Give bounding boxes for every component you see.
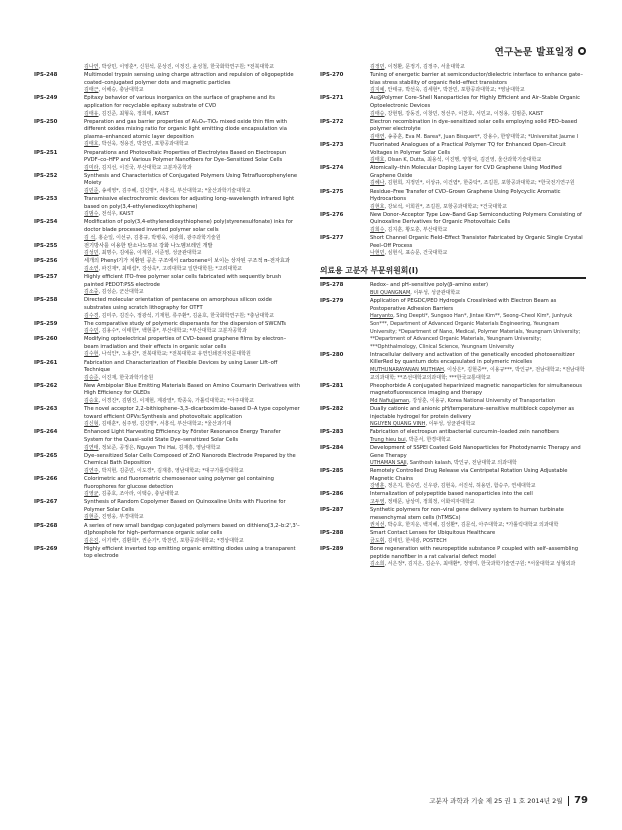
abstract-entry (320, 352, 586, 382)
entry-authors (84, 211, 300, 219)
abstract-entry (320, 72, 586, 95)
entry-title: Short Channel Organic Field–Effect Transistor Fabricated by Organic Single Crystal Peel–Off Process (370, 235, 583, 249)
entry-title: Bone regeneration with neuropeptide substance P coupled with self–assembling peptide nanofiber in a rat calvarial defect model (370, 546, 579, 560)
entry-title: Synthesis of Random Copolymer Based on Quinoxaline Units with Fluorine for Polymer Solar Cells (84, 499, 286, 513)
presenting-author: 김승준 (84, 374, 99, 381)
abstract-entry (320, 235, 586, 258)
entry-authors (84, 468, 300, 476)
coauthors-affiliation: , 이두성, 성균관대학교 (425, 421, 476, 428)
coauthors-affiliation: , 김지훈, 황도훈, 부산대학교 (384, 226, 448, 233)
coauthors-affiliation: , 김태훈*, 심주영, 김진명*, 서흥석, 부산대학교; *울산과기대 (98, 421, 232, 428)
coauthors-affiliation: , 안태규, 박선욱, 김세현*, 박찬민, 포항공과대학교; *영남대학교 (384, 87, 525, 94)
abstract-entry (34, 95, 300, 118)
coauthors-affiliation: , 김용수*, 이태한*, 백현종*, 부산대학교; *부산대학교 고분자공학과 (98, 328, 247, 335)
entry-authors (370, 398, 586, 406)
entry-title: Smart Contact Lenses for Ubiquitous Healthcare (370, 530, 496, 537)
coauthors-affiliation: , 이경진*, 김범진, 이재현, 계광열*, 박종욱, 가톨릭대학교; *아주대학교 (98, 398, 254, 405)
coauthors-affiliation: , 이진재, 한국과학기술원 (98, 374, 154, 381)
presenting-author: Md Nafiujjaman (370, 397, 410, 404)
presenting-author: 김소희 (370, 561, 385, 568)
page-header (495, 44, 586, 58)
coauthors-affiliation: , 박지현, 김준민, 이도경*, 김재흥, 영남대학교; *대구가톨릭대학교 (98, 467, 244, 474)
presenting-author: 김소연 (84, 265, 99, 272)
presenting-author: 김성민 (84, 250, 99, 257)
abstract-entry (320, 165, 586, 188)
entry-title: Fabrication of electrospun antibacterial curcumin–loaded zein nanofibers (370, 429, 559, 436)
entry-code: IPS-261 (34, 359, 58, 366)
presenting-author: BUI QUANGNAM (370, 290, 411, 297)
entry-authors (370, 290, 586, 298)
coauthors-affiliation: , 김현희, 지정민*, 이상규, 이건엽*, 한중탁*, 조길원, 포항공과대학교; *한국전기연구원 (384, 180, 575, 187)
presenting-author: 권치선 (370, 522, 385, 529)
entry-code: IPS-262 (34, 382, 58, 389)
entry-code: IPS-267 (34, 499, 58, 506)
abstract-entry (34, 360, 300, 383)
entry-authors (84, 250, 300, 258)
entry-code: IPS-250 (34, 118, 58, 125)
entry-code: IPS-287 (320, 507, 344, 514)
entry-title: Application of PEGDC/PEO Hydrogels Crosslinked with Electron Beam as Postoperative Adhesion Barriers (370, 298, 557, 312)
entry-code: IPS-283 (320, 429, 344, 436)
entry-title: Intracellular delivery and activation of the genetically encoded photosensitizer KillerRed by quantum dots encapsulated in polymeric micelles (370, 351, 575, 366)
entry-title: Synthetic polymers for non–viral gene delivery system to human turbinate mesenchymal stem cells (hTMSCs) (370, 507, 564, 521)
entry-authors (84, 421, 300, 429)
presenting-author: 김영균 (84, 491, 99, 498)
presenting-author: 김은진 (84, 537, 99, 544)
page-number: 79 (574, 795, 588, 806)
coauthors-affiliation: , 박선욱, 정용진, 박찬민, 포항공과대학교 (98, 141, 189, 148)
entry-authors (84, 375, 300, 383)
entry-code: IPS-251 (34, 149, 58, 156)
entry-code: IPS-274 (320, 165, 344, 172)
abstract-entry (320, 530, 586, 545)
entry-authors (84, 165, 300, 173)
entry-code: IPS-279 (320, 298, 344, 305)
coauthors-affiliation: , 김태민, 한세광, POSTECH (384, 538, 447, 545)
abstract-entry (34, 546, 300, 561)
abstract-entry (34, 429, 300, 452)
presenting-author: 김승효 (84, 398, 99, 405)
presenting-author: 고두영 (370, 499, 385, 506)
abstract-entry (320, 282, 586, 297)
entry-code: IPS-265 (34, 452, 58, 459)
entry-authors (84, 289, 300, 297)
entry-title: New Ambipolar Blue Emitting Materials Based on Amino Coumarin Derivatives with High Efficiency for OLEDs (84, 382, 301, 397)
abstract-entry (320, 119, 586, 142)
coauthors-affiliation: , 김진준, 최형욱, 정희태, KAIST (98, 110, 169, 117)
abstract-entry (34, 64, 300, 72)
coauthors-affiliation: , 파진재*, 최태섭*, 강상욱*, 고려대학교 일반대학원; *고려대학교 (98, 265, 243, 272)
entry-authors (370, 437, 586, 445)
entry-authors (370, 157, 586, 165)
abstract-entry (34, 150, 300, 173)
entry-code: IPS-280 (320, 351, 344, 358)
entry-title: Transmissive electrochromic devices for adjusting long–wavelength infrared light based on poly(3,4-ethylenedioxythiophene) (84, 196, 295, 210)
entry-code: IPS-255 (34, 242, 58, 249)
presenting-author: 김현호 (370, 203, 385, 210)
entry-authors (370, 538, 586, 546)
entry-code: IPS-264 (34, 429, 58, 436)
entry-authors (370, 111, 586, 119)
entry-code: IPS-259 (34, 320, 58, 327)
entry-code: IPS-275 (320, 188, 344, 195)
entry-code: IPS-284 (320, 444, 344, 451)
abstract-entry (320, 406, 586, 429)
presenting-author: 김태호 (370, 157, 385, 164)
abstract-entry (320, 429, 586, 444)
entry-authors (370, 250, 586, 258)
entry-title: Modifying optoelectrical properties of CVD–based graphene films by electron–beam irradiation and their effects in organic solar cells (84, 336, 287, 350)
presenting-author: NGUYEN QUANG VINH (370, 421, 426, 428)
abstract-entry (320, 298, 586, 351)
entry-code: IPS-252 (34, 172, 58, 179)
entry-title: Au@Polymer Core–Shell Nanoparticles for Highly Efficient and Air–Stable Organic Optoelectronic Devices (370, 95, 581, 109)
entry-code: IPS-249 (34, 95, 58, 102)
abstract-entry (320, 468, 586, 491)
entry-title: Directed molecular orientation of pentacene on amorphous silicon oxide substrates using scratch lithography for OTFT (84, 297, 272, 311)
entry-code: IPS-285 (320, 468, 344, 475)
coauthors-affiliation: , 정태문, 남상미, 정희정, 이화여자대학교 (384, 499, 475, 506)
abstract-entry (34, 219, 300, 242)
entry-code: IPS-253 (34, 196, 58, 203)
entry-authors (84, 351, 300, 359)
entry-title: Modification of poly(3,4-ethylenedioxythiophene) poly(styrenesulfonate) inks for doctor blade processed inverted polymer solar cells (84, 219, 293, 233)
abstract-entry (34, 383, 300, 406)
header-title: 연구논문 발표일정 (494, 47, 574, 58)
entry-code: IPS-272 (320, 118, 344, 125)
coauthors-affiliation: , 김지선, 이진국, 부산대학교 고분자공학과 (98, 164, 192, 171)
entry-title: Atomically–thin Molecular Doping Layer for CVD Graphene Using Modified Graphene Oxide (370, 165, 562, 179)
abstract-entry (320, 445, 586, 468)
entry-title: Tuning of energetic barrier at semiconductor/dielectric interface to enhance gate–bias stress stability of organic field–effect transistors (370, 72, 583, 86)
left-column (34, 64, 300, 562)
coauthors-affiliation: , 서은정*, 김지은, 김순우, 최태환*, 정영미, 한국과학기술연구원; *서울대학교 성형외과 (384, 561, 576, 568)
entry-authors (370, 460, 586, 468)
abstract-entry (320, 189, 586, 212)
entry-title: 세개의 Phenyl기가 치환된 공은 구조에서 carbonene이 보이는 상자된 구조적 π–전자효과 (84, 258, 290, 265)
abstract-entry (34, 499, 300, 522)
presenting-author: 김태근 (84, 87, 99, 94)
presenting-author: 금도휘 (370, 538, 385, 545)
presenting-author: 김정민 (370, 64, 385, 70)
presenting-author: 김민준 (84, 188, 99, 194)
entry-authors (84, 188, 300, 196)
entry-authors (84, 313, 300, 321)
entry-title: Preparation and gas barrier properties of Al₂O₃–TiO₂ mixed oxide thin film with different oxides mixing ratio for organic light emitting diode encapsulation via plasma–enhanced atomic layer deposition (84, 118, 288, 140)
presenting-author: 김태연 (370, 133, 385, 140)
abstract-entry (34, 336, 300, 359)
coauthors-affiliation: , 심현식, 표승문, 건국대학교 (384, 250, 448, 257)
coauthors-affiliation: , 박준서, 한경대학교 (405, 436, 451, 443)
entry-authors (84, 398, 300, 406)
entry-title: New Donor–Acceptor Type Low–Band Gap Semiconducting Polymers Consisting of Quinoxaline Derivatives for Organic Photovoltaic Cells (370, 211, 582, 226)
entry-code: IPS-257 (34, 274, 58, 281)
entry-code: IPS-269 (34, 545, 58, 552)
presenting-author: 김나연 (84, 64, 99, 70)
entry-code: IPS-260 (34, 336, 58, 343)
entry-authors (84, 87, 300, 95)
footer-journal: 고분자 과학과 기술 제 25 권 1 호 2014년 2월 (429, 797, 563, 805)
presenting-author: 김혜나 (370, 180, 385, 187)
entry-authors (84, 235, 300, 243)
coauthors-affiliation: , 전석우, KAIST (98, 211, 134, 218)
entry-authors (84, 111, 300, 119)
coauthors-affiliation: , 홍순일, 이선규, 김흥규, 박병욱, 이광희, 광주과학기술원 (95, 234, 221, 241)
abstract-entry (320, 546, 586, 569)
entry-authors (84, 266, 300, 274)
entry-title: Dye–sensitized Solar Cells Composed of ZnO Nanorods Electrode Prepared by the Chemical Bath Deposition (84, 452, 296, 467)
entry-code: IPS-276 (320, 211, 344, 218)
entry-code: IPS-277 (320, 235, 344, 242)
presenting-author: 김수현 (84, 351, 99, 358)
entry-title: Electron recombination in dye–sensitized solar cells employing solid PEO–based polymer electrolyte (370, 118, 578, 133)
presenting-author: 김 석 (84, 234, 96, 241)
entry-title: Highly efficient inverted top emitting organic emitting diodes using a transparent top electrode (84, 545, 296, 560)
entry-title: Redox– and pH–sensitive poly(β–amino ester) (370, 282, 489, 289)
coauthors-affiliation: , 강보석, 이희원*, 조길원, 포항공과대학교; *건국대학교 (384, 203, 507, 210)
abstract-entry (34, 258, 300, 273)
entry-code: IPS-254 (34, 219, 58, 226)
entry-authors (84, 491, 300, 499)
coauthors-affiliation: , 최명수, 김예을, 이계원, 이준영, 성균관대학교 (98, 250, 202, 257)
entry-title: Remotely Controlled Drug Release via Centripetal Rotation Using Adjustable Magnetic Chains (370, 468, 568, 482)
entry-title: Colorimetric and fluorometric chemosensor using polymer gel containing fluorophores for glucose detection (84, 475, 274, 490)
entry-code: IPS-282 (320, 405, 344, 412)
entry-title: Epitaxy behavior of various inorganics on the surface of graphene and its application for recyclable epitaxy substrate of CVD (84, 95, 275, 109)
coauthors-affiliation: , 이해승, 충남대학교 (98, 87, 144, 94)
entry-authors (84, 64, 300, 72)
circle-bullet-icon (578, 47, 586, 55)
entry-code: IPS-271 (320, 95, 344, 102)
abstract-entry (34, 274, 300, 297)
presenting-author: Trung hieu bui (370, 436, 406, 443)
presenting-author: MUTHUNARAYANAN MUTHIAH (370, 366, 444, 373)
entry-authors (370, 134, 586, 142)
presenting-author: 김희수 (370, 226, 385, 233)
coauthors-affiliation: , 송종훈, Eva M. Barea*, Juan Bisquert*, 강용수, 한양대학교; *Universitat Jaume I (384, 133, 579, 140)
entry-authors (84, 445, 300, 453)
abstract-entry (34, 406, 300, 429)
entry-authors (370, 87, 586, 95)
abstract-entry (320, 142, 586, 165)
footer-divider (568, 796, 570, 806)
page-footer (429, 795, 588, 806)
presenting-author: 나현민 (370, 250, 385, 257)
entry-code: IPS-281 (320, 382, 344, 389)
presenting-author: UTHAMAN SAJI (370, 460, 407, 467)
coauthors-affiliation: , 이상은*, 김현중**, 이용규***, 박인규*, 전남대학교; *전남대학교의과대학; **조선대학교의과대학; ***한국교통대학교 (370, 366, 585, 381)
entry-code: IPS-270 (320, 72, 344, 79)
presenting-author: 김태유 (84, 110, 99, 117)
entry-authors (84, 538, 300, 546)
entry-code: IPS-278 (320, 282, 344, 289)
abstract-entry (320, 95, 586, 118)
coauthors-affiliation: , 이정환, 문정기, 김정주, 서울대학교 (384, 64, 465, 70)
entry-title: Highly efficient ITO–free polymer solar cells fabricated with sequently brush painted PEDOT:PSS electrode (84, 274, 282, 288)
coauthors-affiliation: , 강현범, 강동진, 이창민, 정선주, 이찬호, 서민교, 이정용, 김범준, KAIST (384, 110, 544, 117)
entry-authors (370, 227, 586, 235)
entry-code: IPS-273 (320, 141, 344, 148)
entry-authors (370, 313, 586, 351)
coauthors-affiliation: , Olsan K, Dutta, 최용석, 이진행, 양창덕, 김진영, 울산과학기술대학교 (384, 157, 542, 164)
entry-title: Enhanced Light Harvesting Efficiency by Förster Resonance Energy Transfer System for the Quasi–solid State Dye–sensitized Solar Cells (84, 429, 281, 443)
entry-code: IPS-289 (320, 546, 344, 553)
entry-code: IPS-263 (34, 406, 58, 413)
abstract-entry (34, 72, 300, 95)
presenting-author: 김소중 (84, 289, 99, 296)
coauthors-affiliation: , 김미주, 김진수, 정광석, 기재현, 류주환*, 김윤호, 한국화학연구원; *충남대학교 (98, 312, 274, 319)
coauthors-affiliation: , 나석인*, 노용진*, 전북대학교; *전북대학교 유연인쇄전자전문대학원 (98, 351, 251, 358)
entry-authors (370, 367, 586, 382)
entry-title: Synthesis and Characteristics of Conjugated Polymers Using Tetrafluorophenylene Moiety (84, 172, 298, 187)
coauthors-affiliation: , 박상민, 이영훈*, 신원석, 문상진, 이정진, 윤성철, 한국화학연구원; *전북대학교 (98, 64, 274, 70)
abstract-entry (34, 453, 300, 476)
abstract-entry (320, 212, 586, 235)
presenting-author: 김연태 (84, 444, 99, 451)
entry-code: IPS-288 (320, 530, 344, 537)
abstract-entry (320, 491, 586, 506)
entry-code: IPS-256 (34, 258, 58, 265)
abstract-entry (34, 243, 300, 258)
presenting-author: 김수경 (84, 312, 99, 319)
presenting-author: 김태승 (370, 110, 385, 117)
entry-authors (370, 204, 586, 212)
entry-title: Dually cationic and anionic pH/temperature–sensitive multiblock copolymer as injectable hydrogel for protein delivery (370, 405, 575, 420)
abstract-entry (34, 173, 300, 196)
coauthors-affiliation: , 정보준, 공정은, Nguyen Thi Hai, 김재흥, 영남대학교 (98, 444, 221, 451)
entry-title: Fabrication and Characterization of Flexible Devices by using Laser Lift–off Technique (84, 359, 278, 374)
entry-code: IPS-286 (320, 491, 344, 498)
abstract-entry (320, 507, 586, 530)
entry-title: The novel acceptor 2,2–bithiophene–3,3–dicarboximide–based D–A type copolymer toward efficient OPVs:Synthesis and photovoltaic application (84, 406, 300, 420)
entry-authors (370, 421, 586, 429)
entry-title: Multimodel trypsin sensing using charge attraction and repulsion of oligopeptide coated–conjugated polymer dots and magnetic particles (84, 72, 294, 86)
presenting-author: Haryanto (370, 313, 394, 320)
coauthors-affiliation: , 김성순, 군산대학교 (98, 289, 144, 296)
entry-code: IPS-268 (34, 522, 58, 529)
entry-title: The comparative study of polymeric dispersants for the dispersion of SWCNTs (84, 320, 286, 327)
entry-code: IPS-266 (34, 475, 58, 482)
entry-code: IPS-248 (34, 72, 58, 79)
entry-title: Pheophorbide A conjugated heparinized magnetic nanoparticles for simultaneous magnetofluorescence imaging and therapy (370, 382, 582, 397)
section-divider (320, 277, 586, 279)
abstract-entry (320, 64, 586, 72)
coauthors-affiliation: , 김종호, 조아라, 이택승, 충남대학교 (98, 491, 179, 498)
coauthors-affiliation: , Sing Deepti*, Sungsoo Han*, Jintae Kim**, Seong–Cheol Kim*, Junhyuk Son***, Department of Advanced Organic Materials Engineering, Yeungnam University; *Department of Nano, Medical, Polymer Materials, Yeungnam University; **Department of Advanced Organic Materials, Yeungnam University; ***Ophthalmology, Clinical Science, Yeungnam University (370, 313, 581, 350)
abstract-entry (34, 297, 300, 320)
entry-authors (370, 499, 586, 507)
right-column-bottom (320, 282, 586, 568)
presenting-author: 김수민 (84, 328, 99, 335)
presenting-author: 강병훈 (370, 483, 385, 490)
entry-title: Internalization of polypeptide based nanoparticles into the cell (370, 491, 533, 498)
entry-authors (370, 561, 586, 569)
entry-authors (370, 522, 586, 530)
abstract-entry (34, 196, 300, 219)
entry-authors (370, 483, 586, 491)
coauthors-affiliation: , 진영웅, 부경대학교 (98, 514, 144, 521)
presenting-author: 김현준 (84, 514, 99, 521)
abstract-entry (34, 523, 300, 546)
abstract-entry (34, 119, 300, 149)
coauthors-affiliation: , 박승호, 한지운, 백지혜, 김성환*, 김문석, 아주대학교; *가톨릭대학교 의과대학 (384, 522, 559, 529)
coauthors-affiliation: , 송세영*, 김주혜, 김진명*, 서흥석, 부산대학교; *울산과학기술대학교 (98, 188, 251, 194)
presenting-author: 김미라 (84, 164, 99, 171)
presenting-author: 김연주 (84, 467, 99, 474)
entry-authors (84, 514, 300, 522)
abstract-entry (34, 476, 300, 499)
coauthors-affiliation: , 이기백*, 김환희*, 권순기*, 박찬민, 포항공과대학교; *경상대학교 (98, 537, 244, 544)
entry-code: IPS-258 (34, 297, 58, 304)
coauthors-affiliation: , 정은지, 한승민, 신우광, 김현욱, 서진석, 허용민, 함승주, 연세대학교 (384, 483, 536, 490)
entry-title: Residue–Free Transfer of CVD–Grown Graphene Using Polycyclic Aromatic Hydrocarbons (370, 188, 561, 203)
coauthors-affiliation: , 이두성, 성균관대학교 (410, 290, 461, 297)
presenting-author: 김신형 (84, 421, 99, 428)
entry-title: 전기방사를 이용한 탄소나노튜브 강화 나노멤브레인 개발 (84, 242, 213, 249)
entry-authors (84, 328, 300, 336)
presenting-author: 김태호 (84, 141, 99, 148)
coauthors-affiliation: , 강성훈, 이용규, Korea National University of Transportation (409, 397, 556, 404)
entry-title: A series of new small bandgap conjugated polymers based on dithieno[3,2–b:2',3'–d]phosphole for high–performance organic solar cells (84, 522, 300, 537)
entry-authors (84, 141, 300, 149)
abstract-entry (34, 321, 300, 336)
right-column-top (320, 64, 586, 258)
presenting-author: 김범수 (84, 211, 99, 218)
entry-title: Development of SSPEI Coated Gold Nanoparticles for Photodynamic Therapy and Gene Therapy (370, 444, 581, 459)
coauthors-affiliation: , Santhosh kalash, 박인규, 전남대학교 의과대학 (406, 460, 517, 467)
entry-title: Preparations and Photovoltaic Properties of Electrolytes Based on Electrospun PVDF–co–HFP and Various Polymer Nanofibers for Dye–Sensitized Solar Cells (84, 149, 287, 164)
presenting-author: 김지예 (370, 87, 385, 94)
entry-authors (370, 180, 586, 188)
abstract-entry (320, 383, 586, 406)
entry-authors (370, 64, 586, 72)
section-title: 의료용 고분자 부문위원회(I) (320, 265, 419, 275)
right-column (320, 64, 586, 569)
entry-title: Fluorinated Analogues of a Practical Polymer TQ for Enhanced Open–Circuit Voltages in Polymer Solar Cells (370, 141, 566, 156)
